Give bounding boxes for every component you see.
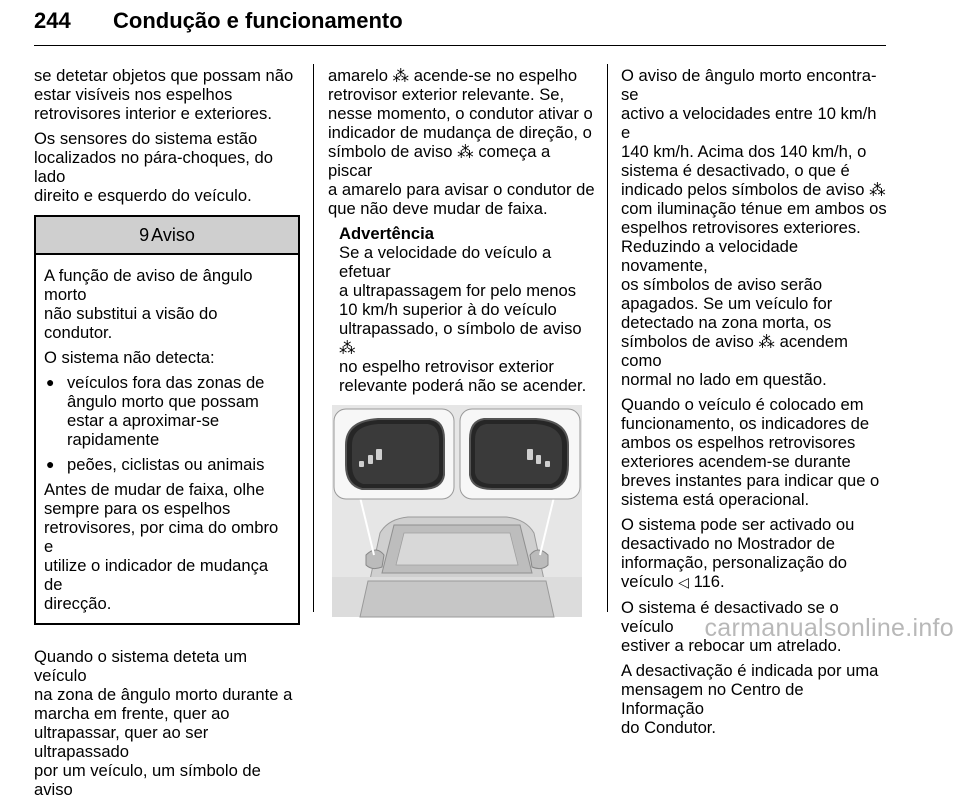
col2-paragraph-1: amarelo ⁂ acende-se no espelho retrovisor exterior relevante. Se, nesse momento, o condutor ativar o indicador de mudança de direção, o símbolo de aviso ⁂ começa a piscar a amarelo para avisar o condutor de que não deve mudar de faixa. — [328, 66, 595, 218]
col3-paragraph-2: Quando o veículo é colocado em funcionamento, os indicadores de ambos os espelhos retrovisores exteriores acendem-se durante breves instantes para indicar que o sistema está operacional. — [621, 395, 880, 509]
col3-paragraph-4: O sistema é desactivado se o veículo estiver a rebocar um atrelado. — [621, 598, 842, 655]
warning-title: Aviso — [151, 224, 195, 245]
col1-paragraph-1: se detetar objetos que possam não estar visíveis nos espelhos retrovisores interior e exteriores. — [34, 66, 294, 123]
section-title: Condução e funcionamento — [113, 8, 403, 33]
warning-paragraph-1: A função de aviso de ângulo morto não substitui a visão do condutor. — [44, 266, 253, 342]
column-divider-right — [607, 64, 608, 612]
advertencia-text: Se a velocidade do veículo a efetuar a ultrapassagem for pelo menos 10 km/h superior à do veículo ultrapassado, o símbolo de aviso ⁂ no espelho retrovisor exterior relevante poderá não se acender. — [339, 243, 587, 395]
warning-header — [36, 217, 298, 255]
page-number: 244 — [34, 8, 71, 33]
mirrors-illustration-svg — [332, 405, 582, 617]
advertencia-title: Advertência — [339, 224, 434, 243]
list-item — [44, 373, 290, 449]
list-item-text: peões, ciclistas ou animais — [67, 455, 265, 474]
col3-paragraph-3 — [621, 515, 887, 592]
col3-paragraph-3-text: O sistema pode ser activado ou desactivado no Mostrador de informação, personalização do veículo — [621, 515, 855, 591]
warning-box — [34, 215, 300, 625]
warning-body — [36, 255, 298, 623]
col1-paragraph-3: Quando o sistema deteta um veículo na zona de ângulo morto durante a marcha em frente, quer ao ultrapassar, quer ao ser ultrapassado por um veículo, um símbolo de aviso — [34, 647, 293, 799]
column-2 — [328, 66, 596, 617]
col1-paragraph-2: Os sensores do sistema estão localizados no pára-choques, do lado direito e esquerdo do veículo. — [34, 129, 273, 205]
watermark: carmanualsonline.info — [704, 614, 954, 642]
list-item-text: veículos fora das zonas de ângulo morto que possam estar a aproximar-se rapidamente — [67, 373, 265, 449]
warning-paragraph-2: O sistema não detecta: — [44, 348, 215, 367]
list-item — [44, 455, 290, 474]
page-reference-number[interactable]: 116. — [688, 572, 725, 591]
page-header — [34, 6, 886, 46]
warning-triangle-icon: 9 — [139, 224, 150, 245]
warning-paragraph-3: Antes de mudar de faixa, olhe sempre para os espelhos retrovisores, por cima do ombro e utilize o indicador de mudança de direcção. — [44, 480, 279, 613]
col3-paragraph-5: A desactivação é indicada por uma mensagem no Centro de Informação do Condutor. — [621, 661, 879, 737]
advertencia-note — [328, 224, 596, 395]
page-reference-arrow-icon[interactable]: ◁ — [678, 574, 689, 590]
bullet-icon: ● — [46, 374, 55, 390]
column-1 — [34, 66, 300, 805]
column-divider-left — [313, 64, 314, 612]
bullet-icon: ● — [46, 456, 55, 472]
col3-paragraph-1: O aviso de ângulo morto encontra-se activo a velocidades entre 10 km/h e 140 km/h. Acima dos 140 km/h, o sistema é desactivado, o que é indicado pelos símbolos de aviso ⁂ com iluminação ténue em ambos os espelhos retrovisores exteriores. Reduzindo a velocidade novamente, os símbolos de aviso serão apagados. Se um veículo for detectado na zona morta, os símbolos de aviso ⁂ acendem como normal no lado em questão. — [621, 66, 887, 389]
blind-spot-mirrors-illustration — [332, 405, 582, 617]
